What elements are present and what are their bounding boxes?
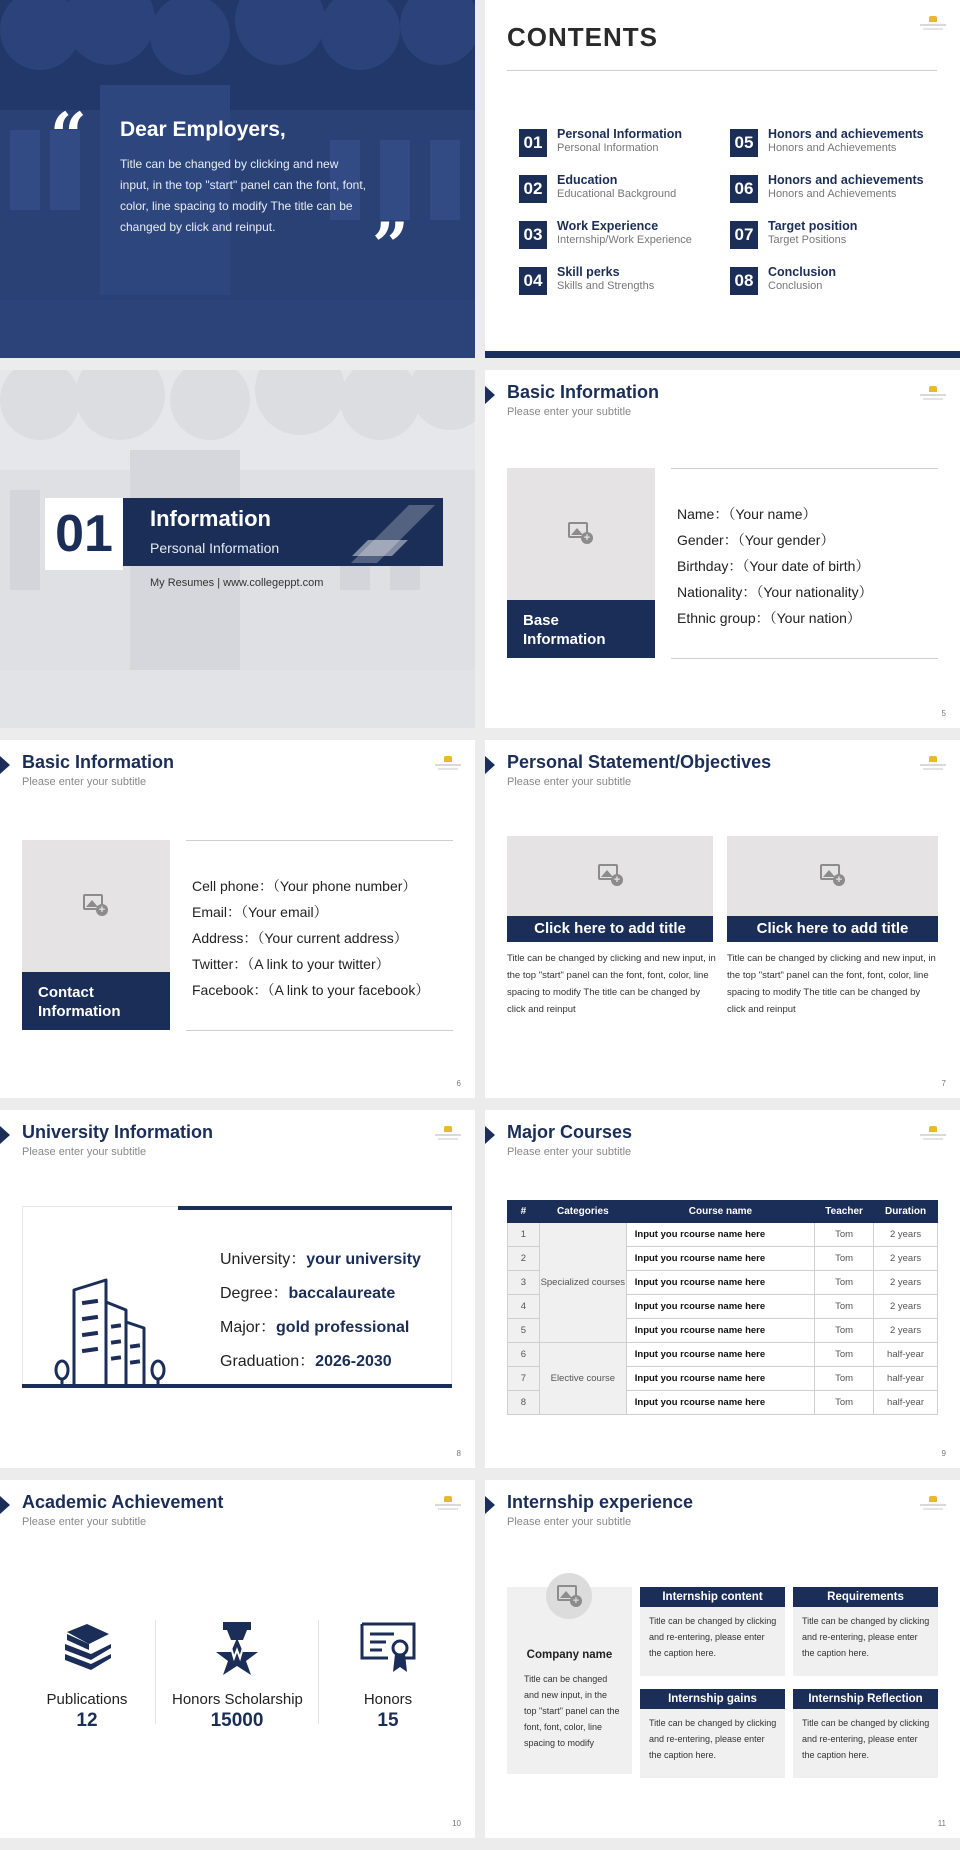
slide-subtitle: Please enter your subtitle bbox=[22, 1516, 147, 1528]
contents-item-number: 03 bbox=[519, 221, 547, 249]
achievement-label: Publications bbox=[46, 1691, 128, 1708]
section-title: Information bbox=[150, 506, 271, 531]
info-card bbox=[640, 1689, 785, 1778]
column-header: Teacher bbox=[815, 1201, 874, 1223]
slide-subtitle: Please enter your subtitle bbox=[507, 1146, 632, 1158]
achievement-item bbox=[323, 1620, 453, 1732]
contents-item-number: 06 bbox=[730, 175, 758, 203]
contents-item[interactable] bbox=[519, 264, 729, 300]
contents-item-subtitle: Honors and Achievements bbox=[768, 142, 897, 154]
row-value: baccalaureate bbox=[288, 1285, 396, 1302]
open-quote-icon: “ bbox=[50, 99, 87, 174]
college-logo-icon bbox=[435, 1496, 461, 1512]
divider bbox=[186, 1030, 453, 1031]
contents-item-number: 08 bbox=[730, 267, 758, 295]
row-number: 7 bbox=[508, 1367, 540, 1391]
info-card bbox=[640, 1587, 785, 1676]
teacher: Tom bbox=[815, 1367, 874, 1391]
slide-academic-achievement bbox=[0, 1480, 475, 1838]
row-number: 6 bbox=[508, 1343, 540, 1367]
teacher: Tom bbox=[815, 1271, 874, 1295]
courses-table bbox=[507, 1200, 938, 1415]
info-row-name: Name：（Your name） bbox=[677, 506, 817, 522]
section-footer-text: My Resumes | www.collegeppt.com bbox=[150, 577, 324, 589]
accent-bar bbox=[178, 1206, 452, 1210]
contents-item-number: 01 bbox=[519, 129, 547, 157]
section-number: 01 bbox=[45, 498, 123, 570]
duration: half-year bbox=[874, 1343, 938, 1367]
contents-item-title: Conclusion bbox=[768, 265, 837, 279]
row-number: 5 bbox=[508, 1319, 540, 1343]
contents-item-title: Personal Information bbox=[557, 127, 683, 141]
duration: 2 years bbox=[874, 1223, 938, 1247]
contents-item-subtitle: Internship/Work Experience bbox=[557, 234, 692, 246]
teacher: Tom bbox=[815, 1223, 874, 1247]
row-label: Graduation： bbox=[220, 1353, 316, 1370]
row-number: 2 bbox=[508, 1247, 540, 1271]
achievement-label: Honors bbox=[363, 1691, 413, 1708]
category-cell: Elective course bbox=[539, 1343, 626, 1415]
achievement-value: 15 bbox=[377, 1710, 399, 1731]
building-icon bbox=[50, 1258, 170, 1388]
image-add-icon: + bbox=[568, 522, 592, 544]
contents-item-number: 07 bbox=[730, 221, 758, 249]
contents-item[interactable] bbox=[730, 264, 940, 300]
slide-subtitle: Please enter your subtitle bbox=[22, 1146, 147, 1158]
image-add-icon: + bbox=[557, 1585, 581, 1607]
books-icon bbox=[57, 1620, 117, 1676]
contents-title: CONTENTS bbox=[507, 22, 658, 52]
card-text: Title can be changed by clicking and re-entering, please enter the caption here. bbox=[649, 1718, 777, 1760]
slide-title: Internship experience bbox=[507, 1492, 694, 1512]
image-add-icon: + bbox=[820, 864, 844, 886]
achievement-value: 15000 bbox=[210, 1710, 264, 1731]
header-triangle-icon bbox=[485, 386, 495, 404]
university-row bbox=[220, 1246, 421, 1269]
row-label: Major： bbox=[220, 1319, 277, 1336]
card-text: Title can be changed by clicking and re-entering, please enter the caption here. bbox=[649, 1616, 777, 1658]
contents-item-title: Education bbox=[557, 173, 618, 187]
row-value: gold professional bbox=[276, 1319, 410, 1336]
contents-item-number: 02 bbox=[519, 175, 547, 203]
contents-item[interactable] bbox=[519, 126, 729, 162]
certificate-icon bbox=[358, 1620, 418, 1676]
column-header: # bbox=[508, 1201, 540, 1223]
course-name: Input you rcourse name here bbox=[626, 1295, 814, 1319]
column-header: Categories bbox=[539, 1201, 626, 1223]
slide-subtitle: Please enter your subtitle bbox=[22, 776, 147, 788]
card-text: Title can be changed by clicking and new input, in the top "start" panel can the font, font, color, line spacing to modify The title can be changed by click and reinput bbox=[727, 953, 936, 1015]
page-number: 7 bbox=[941, 1079, 946, 1088]
info-row-birthday: Birthday：（Your date of birth） bbox=[677, 558, 870, 574]
header-triangle-icon bbox=[0, 1126, 10, 1144]
row-number: 4 bbox=[508, 1295, 540, 1319]
slide-subtitle: Please enter your subtitle bbox=[507, 406, 632, 418]
header-triangle-icon bbox=[0, 1496, 10, 1514]
row-value: 2026-2030 bbox=[315, 1353, 392, 1370]
teacher: Tom bbox=[815, 1319, 874, 1343]
contents-item-title: Honors and achievements bbox=[768, 173, 924, 187]
duration: 2 years bbox=[874, 1319, 938, 1343]
course-name: Input you rcourse name here bbox=[626, 1271, 814, 1295]
college-logo-icon bbox=[920, 1126, 946, 1142]
contents-item-title: Work Experience bbox=[557, 219, 659, 233]
info-row-cell-phone: Cell phone：（Your phone number） bbox=[192, 878, 417, 894]
page-number: 6 bbox=[456, 1079, 461, 1088]
info-card bbox=[793, 1689, 938, 1778]
page-number: 5 bbox=[941, 709, 946, 718]
college-logo-icon bbox=[920, 16, 946, 32]
duration: half-year bbox=[874, 1367, 938, 1391]
header-triangle-icon bbox=[485, 1126, 495, 1144]
slide-title: Personal Statement/Objectives bbox=[507, 752, 772, 772]
info-row-twitter: Twitter：（A link to your twitter） bbox=[192, 956, 390, 972]
row-number: 8 bbox=[508, 1391, 540, 1415]
slide-internship-experience bbox=[485, 1480, 960, 1838]
card-text: Title can be changed by clicking and new input, in the top "start" panel can the font, font, color, line spacing to modify The title can be changed by click and reinput bbox=[507, 953, 716, 1015]
slide-dear-employers bbox=[0, 0, 475, 358]
slide-personal-statement bbox=[485, 740, 960, 1098]
contents-item[interactable] bbox=[519, 218, 729, 254]
base-information-label: Base Information bbox=[507, 600, 655, 658]
card-title: Requirements bbox=[793, 1587, 938, 1607]
achievement-item bbox=[22, 1620, 152, 1732]
info-row-nationality: Nationality：（Your nationality） bbox=[677, 584, 873, 600]
slide-title: Basic Information bbox=[507, 382, 660, 402]
row-value: your university bbox=[306, 1251, 421, 1268]
slide-subtitle: Please enter your subtitle bbox=[507, 776, 632, 788]
college-logo-icon bbox=[435, 1126, 461, 1142]
card-title[interactable]: Click here to add title bbox=[507, 916, 713, 942]
contact-information-label: Contact Information bbox=[22, 972, 170, 1030]
contents-item[interactable] bbox=[519, 172, 729, 208]
duration: 2 years bbox=[874, 1295, 938, 1319]
page-number: 9 bbox=[941, 1449, 946, 1458]
contents-item-title: Skill perks bbox=[557, 265, 620, 279]
teacher: Tom bbox=[815, 1343, 874, 1367]
card-title[interactable]: Click here to add title bbox=[727, 916, 938, 942]
achievement-value: 12 bbox=[76, 1710, 98, 1731]
achievement-label: Honors Scholarship bbox=[172, 1691, 303, 1708]
course-name: Input you rcourse name here bbox=[626, 1319, 814, 1343]
info-row-ethnic-group: Ethnic group：（Your nation） bbox=[677, 610, 861, 626]
course-name: Input you rcourse name here bbox=[626, 1223, 814, 1247]
slide-contents bbox=[485, 0, 960, 358]
teacher: Tom bbox=[815, 1247, 874, 1271]
column-header: Course name bbox=[626, 1201, 814, 1223]
contents-item-subtitle: Educational Background bbox=[557, 188, 677, 200]
company-name: Company name bbox=[526, 1649, 613, 1661]
page-number: 8 bbox=[456, 1449, 461, 1458]
row-label: University： bbox=[220, 1251, 307, 1268]
degree-row bbox=[220, 1280, 395, 1303]
card-title: Internship content bbox=[640, 1587, 785, 1607]
contents-item-subtitle: Skills and Strengths bbox=[557, 280, 655, 292]
slide-subtitle: Please enter your subtitle bbox=[507, 1516, 632, 1528]
close-quote-icon: ” bbox=[372, 209, 409, 284]
company-text: Title can be changed and new input, in the top "start" panel can the font, font, color, line spacing to modify bbox=[524, 1674, 620, 1748]
table-header-row bbox=[508, 1201, 938, 1223]
page-number: 10 bbox=[452, 1819, 461, 1828]
slide-heading: Dear Employers, bbox=[120, 118, 286, 141]
header-triangle-icon bbox=[485, 1496, 495, 1514]
divider bbox=[507, 70, 937, 71]
slide-title: Major Courses bbox=[507, 1122, 633, 1142]
row-number: 3 bbox=[508, 1271, 540, 1295]
contents-item[interactable] bbox=[730, 172, 940, 208]
medal-icon bbox=[207, 1620, 267, 1676]
graduation-row bbox=[220, 1348, 392, 1371]
contents-item-number: 04 bbox=[519, 267, 547, 295]
company-avatar[interactable] bbox=[546, 1573, 592, 1619]
slide-section-information bbox=[0, 370, 475, 728]
major-row bbox=[220, 1314, 409, 1337]
company-card bbox=[507, 1587, 632, 1774]
slide-basic-information bbox=[485, 370, 960, 728]
teacher: Tom bbox=[815, 1295, 874, 1319]
contents-item[interactable] bbox=[730, 126, 940, 162]
image-add-icon: + bbox=[598, 864, 622, 886]
course-name: Input you rcourse name here bbox=[626, 1391, 814, 1415]
slide-title: Basic Information bbox=[22, 752, 175, 772]
card-title: Internship Reflection bbox=[793, 1689, 938, 1709]
duration: 2 years bbox=[874, 1271, 938, 1295]
contents-item-subtitle: Conclusion bbox=[768, 280, 823, 292]
slide-body-text: Title can be changed by clicking and new input, in the top "start" panel can the font, font, color, line spacing to modify The title can be changed by click and reinput. bbox=[120, 157, 367, 234]
achievement-item bbox=[172, 1620, 302, 1732]
section-subtitle: Personal Information bbox=[150, 540, 280, 556]
contents-item-subtitle: Personal Information bbox=[557, 142, 659, 154]
divider bbox=[671, 468, 938, 469]
info-row-gender: Gender：（Your gender） bbox=[677, 532, 835, 548]
college-logo-icon bbox=[435, 756, 461, 772]
contents-item-title: Target position bbox=[768, 219, 858, 233]
contents-item-subtitle: Target Positions bbox=[768, 234, 847, 246]
header-triangle-icon bbox=[0, 756, 10, 774]
contents-item-number: 05 bbox=[730, 129, 758, 157]
row-number: 1 bbox=[508, 1223, 540, 1247]
contents-item-subtitle: Honors and Achievements bbox=[768, 188, 897, 200]
contents-item-title: Honors and achievements bbox=[768, 127, 924, 141]
header-triangle-icon bbox=[485, 756, 495, 774]
course-name: Input you rcourse name here bbox=[626, 1247, 814, 1271]
info-card bbox=[793, 1587, 938, 1676]
image-placeholder[interactable] bbox=[727, 836, 938, 916]
table-row bbox=[508, 1343, 938, 1367]
slide-title: Academic Achievement bbox=[22, 1492, 224, 1512]
column-header: Duration bbox=[874, 1201, 938, 1223]
card-title: Internship gains bbox=[640, 1689, 785, 1709]
info-row-email: Email：（Your email） bbox=[192, 904, 328, 920]
slide-university-information bbox=[0, 1110, 475, 1468]
card-text: Title can be changed by clicking and re-entering, please enter the caption here. bbox=[802, 1718, 930, 1760]
info-row-address: Address：（Your current address） bbox=[192, 930, 408, 946]
card-text: Title can be changed by clicking and re-entering, please enter the caption here. bbox=[802, 1616, 930, 1658]
divider bbox=[155, 1620, 156, 1724]
college-logo-icon bbox=[920, 386, 946, 402]
category-cell: Specialized courses bbox=[539, 1223, 626, 1343]
duration: 2 years bbox=[874, 1247, 938, 1271]
image-add-icon: + bbox=[83, 894, 107, 916]
page-number: 11 bbox=[937, 1819, 946, 1828]
image-placeholder[interactable] bbox=[507, 836, 713, 916]
college-logo-icon bbox=[920, 1496, 946, 1512]
row-label: Degree： bbox=[220, 1285, 289, 1302]
info-row-facebook: Facebook：（A link to your facebook） bbox=[192, 982, 430, 998]
teacher: Tom bbox=[815, 1391, 874, 1415]
divider bbox=[318, 1620, 319, 1724]
course-name: Input you rcourse name here bbox=[626, 1367, 814, 1391]
slide-contact-information bbox=[0, 740, 475, 1098]
contents-item[interactable] bbox=[730, 218, 940, 254]
footer-bar bbox=[485, 351, 960, 358]
table-row bbox=[508, 1223, 938, 1247]
duration: half-year bbox=[874, 1391, 938, 1415]
college-logo-icon bbox=[920, 756, 946, 772]
divider bbox=[186, 840, 453, 841]
course-name: Input you rcourse name here bbox=[626, 1343, 814, 1367]
slide-title: University Information bbox=[22, 1122, 214, 1142]
slide-major-courses bbox=[485, 1110, 960, 1468]
divider bbox=[671, 658, 938, 659]
